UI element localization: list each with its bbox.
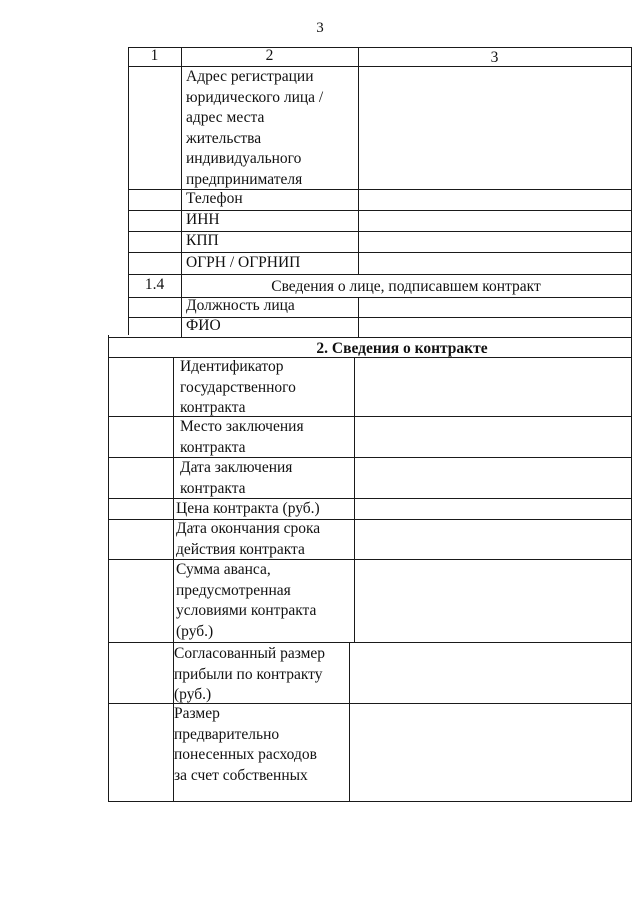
row-divider [108, 337, 632, 338]
column-divider [181, 47, 182, 274]
expenses-label: Размер предварительно понесенных расходов за счет собственных [174, 705, 317, 784]
subsection-title: Сведения о лице, подписавшем контракт [271, 278, 541, 295]
column-divider [358, 47, 359, 274]
contract-form-table [108, 47, 632, 802]
kpp-label: КПП [186, 232, 219, 249]
subsection-number: 1.4 [144, 276, 165, 293]
row-divider [108, 642, 632, 643]
advance-amount-label: Сумма аванса, предусмотренная условиями контракта (руб.) [176, 561, 317, 640]
position-label: Должность лица [186, 297, 295, 314]
agreed-profit-label: Согласованный размер прибыли по контракту (руб.) [174, 645, 326, 703]
contract-price-label: Цена контракта (руб.) [176, 500, 320, 517]
header-col-3: 3 [490, 49, 499, 66]
table-bottom-border [108, 801, 632, 802]
full-name-label: ФИО [186, 317, 221, 334]
section-2-title: 2. Сведения о контракте [316, 340, 488, 357]
ogrn-label: ОГРН / ОГРНИП [186, 254, 301, 271]
contract-place-label: Место заключения контракта [180, 418, 304, 456]
table-left-border [108, 335, 109, 802]
page-number: 3 [316, 20, 324, 36]
contract-end-date-label: Дата окончания срока действия контракта [176, 520, 321, 558]
inn-label: ИНН [186, 211, 220, 228]
address-label: Адрес регистрации юридического лица / адрес места жительства индивидуального предпринимателя [186, 68, 324, 188]
contract-identifier-label: Идентификатор государственного контракта [180, 358, 296, 416]
phone-label: Телефон [186, 190, 243, 207]
row-divider [128, 274, 632, 275]
header-col-2: 2 [265, 47, 274, 64]
contract-date-label: Дата заключения контракта [180, 459, 293, 497]
table-right-border [631, 47, 632, 802]
header-col-1: 1 [150, 47, 159, 64]
